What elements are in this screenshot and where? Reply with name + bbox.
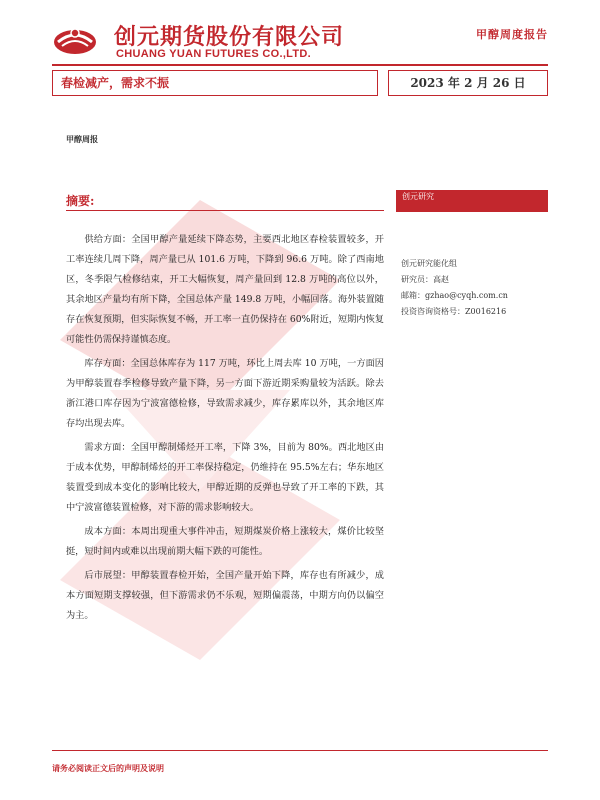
company-name-cn: 创元期货股份有限公司: [114, 25, 345, 50]
header-divider: [52, 64, 548, 66]
researcher-name: 研究员：高赵: [401, 275, 449, 284]
summary-body: [66, 230, 384, 630]
summary-paragraph-supply: 供给方面：全国甲醇产量延续下降态势，主要西北地区春检装置较多，开工率连续几周下降，周产量已从 101.6 万吨，下降到 96.6 万吨。除了西南地区，冬季限气检修结束，开工大幅恢复，周产量回到 12.8 万吨的高位以外，其余地区产量均有所下降，全国总体产量 149.8 万吨，小幅回落。海外装置随存在恢复预期，但实际恢复不畅，开工率一直仍保持在 60%附近，短期内恢复可能性仍需保持谨慎态度。: [66, 234, 384, 345]
company-emblem-icon: [52, 24, 98, 56]
research-contact-info: [401, 256, 551, 320]
sidebar-header: 创元研究: [396, 190, 548, 212]
report-title: 春检减产，需求不振: [52, 70, 378, 96]
summary-heading: 摘要:: [66, 194, 95, 208]
research-team: 创元研究能化组: [401, 259, 457, 268]
company-logo: [52, 20, 382, 60]
summary-paragraph-outlook: 后市展望：甲醇装置春检开始，全国产量开始下降，库存也有所减少，成本方面短期支撑较强，但下游需求仍不乐观，短期偏震荡，中期方向仍以偏空为主。: [66, 570, 384, 621]
section-label: 甲醇周报: [66, 134, 98, 144]
summary-paragraph-inventory: 库存方面：全国总体库存为 117 万吨，环比上周去库 10 万吨，一方面因为甲醇装置春季检修导致产量下降，另一方面下游近期采购量较为活跃。除去浙江港口库存因为宁波富德检修，导致需求减少，库存累库以外，其余地区库存均出现去库。: [66, 358, 384, 429]
summary-paragraph-cost: 成本方面：本周出现重大事件冲击，短期煤炭价格上涨较大，煤价比较坚挺，短时间内或难以出现前期大幅下跌的可能性。: [66, 526, 384, 557]
report-date: 2023 年 2 月 26 日: [388, 70, 548, 96]
company-name-en: CHUANG YUAN FUTURES CO.,LTD.: [116, 48, 311, 60]
footer-divider: [52, 750, 548, 751]
report-type-label: 甲醇周度报告: [476, 28, 548, 41]
summary-paragraph-demand: 需求方面：全国甲醇制烯烃开工率，下降 3%，目前为 80%。西北地区由于成本优势，甲醇制烯烃的开工率保持稳定，仍维持在 95.5%左右；华东地区装置受到成本变化的影响比较大，甲醇近期的反弹也导致了开工率的下跌，其中宁波富德装置检修，对下游的需求影响较大。: [66, 442, 384, 513]
license-number: 投资咨询资格号：Z0016216: [401, 307, 507, 316]
summary-divider: [66, 210, 384, 211]
researcher-email[interactable]: 邮箱：gzhao@cyqh.com.cn: [401, 291, 508, 300]
footer-disclaimer: 请务必阅读正文后的声明及说明: [52, 763, 164, 773]
